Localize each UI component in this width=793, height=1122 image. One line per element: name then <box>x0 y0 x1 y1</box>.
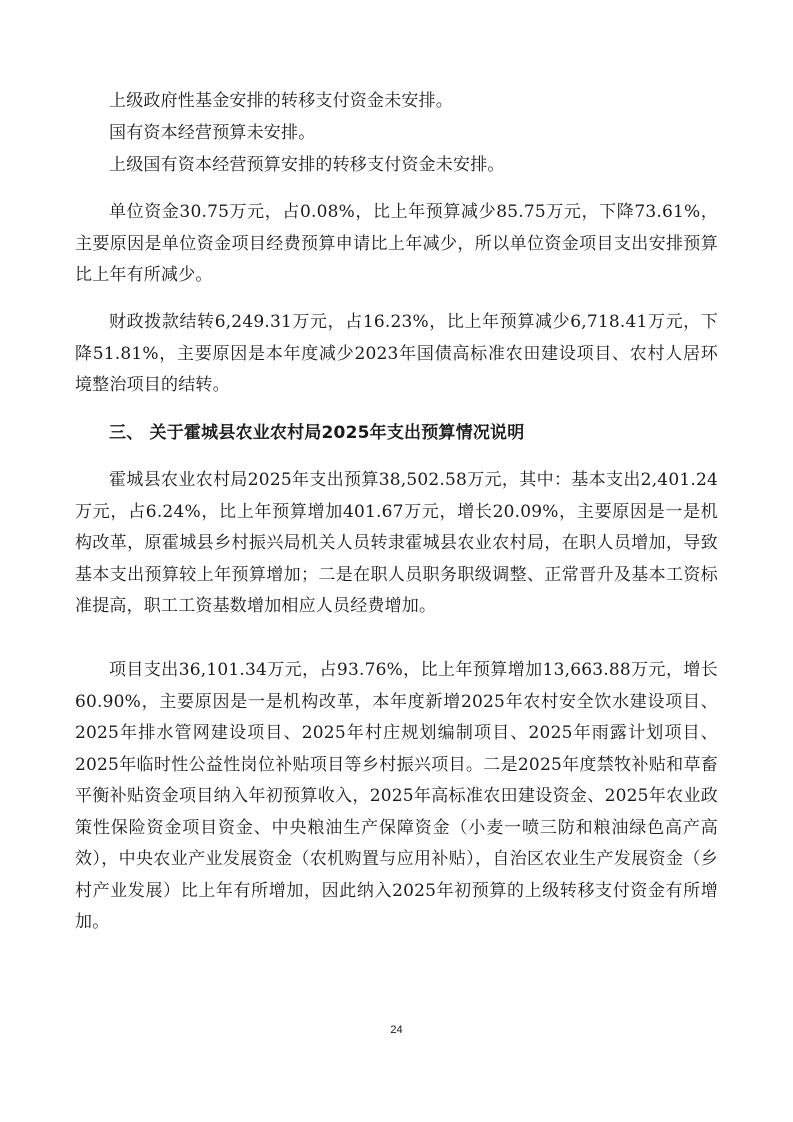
paragraph-gov-fund-transfer: 上级政府性基金安排的转移支付资金未安排。 <box>109 91 453 111</box>
paragraph-fiscal-carryover: 财政拨款结转6,249.31万元，占16.23%，比上年预算减少6,718.41万元，下降51.81%，主要原因是本年度减少2023年国债高标准农田建设项目、农村人居环境整治项目的结转。 <box>75 312 718 395</box>
paragraph-expenditure-summary: 霍城县农业农村局2025年支出预算38,502.58万元，其中：基本支出2,401.24万元，占6.24%，比上年预算增加401.67万元，增长20.09%，主要原因是一是机构改革，原霍城县乡村振兴局机关人员转隶霍城县农业农村局，在职人员增加，导致基本支出预算较上年预算增加；二是在职人员职务职级调整、正常晋升及基本工资标准提高，职工工资基数增加相应人员经费增加。 <box>75 470 718 616</box>
page-number: 24 <box>390 1024 403 1036</box>
paragraph-state-capital: 国有资本经营预算未安排。 <box>109 123 316 143</box>
section-heading: 三、 关于霍城县农业农村局2025年支出预算情况说明 <box>109 423 525 443</box>
paragraph-project-expenditure: 项目支出36,101.34万元，占93.76%，比上年预算增加13,663.88万元，增长60.90%，主要原因是一是机构改革，本年度新增2025年农村安全饮水建设项目、2025年排水管网建设项目、2025年村庄规划编制项目、2025年雨露计划项目、2025年临时性公益性岗位补贴项目等乡村振兴项目。二是2025年度禁牧补贴和草畜平衡补贴资金项目纳入年初预算收入，2025年高标准农田建设资金、2025年农业政策性保险资金项目资金、中央粮油生产保障资金（小麦一喷三防和粮油绿色高产高效），中央农业产业发展资金（农机购置与应用补贴），自治区农业生产发展资金（乡村产业发展）比上年有所增加，因此纳入2025年初预算的上级转移支付资金有所增加。 <box>75 660 718 932</box>
paragraph-state-capital-transfer: 上级国有资本经营预算安排的转移支付资金未安排。 <box>109 155 505 175</box>
paragraph-unit-funds: 单位资金30.75万元，占0.08%，比上年预算减少85.75万元，下降73.61%，主要原因是单位资金项目经费预算申请比上年减少，所以单位资金项目支出安排预算比上年有所减少。 <box>75 202 718 285</box>
